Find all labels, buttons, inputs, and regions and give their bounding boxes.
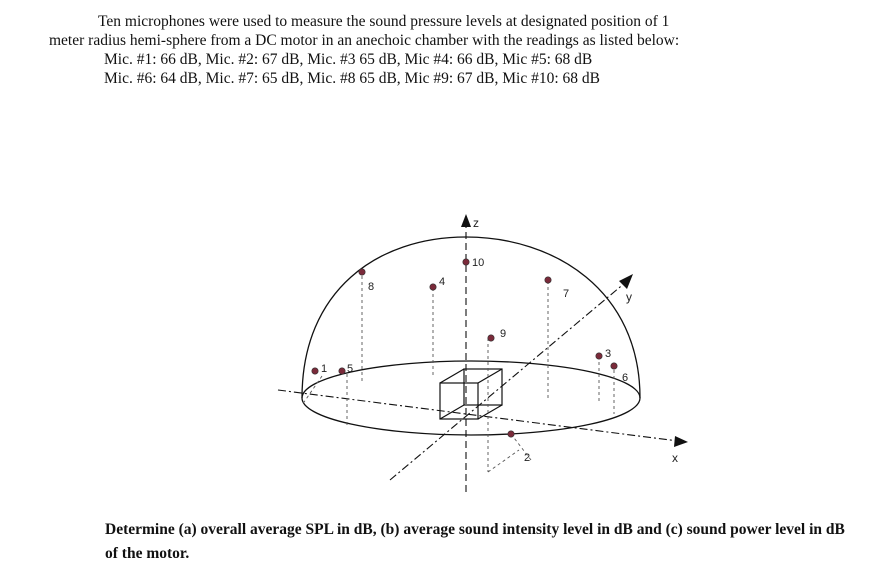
- z-axis-label: z: [473, 216, 479, 230]
- mic-7: [545, 277, 551, 283]
- mic-7-label: 7: [563, 288, 570, 300]
- mic-5: [339, 368, 345, 374]
- x-axis-label: x: [672, 451, 678, 465]
- readings-line-1: Mic. #1: 66 dB, Mic. #2: 67 dB, Mic. #3 65 dB, Mic #4: 66 dB, Mic #5: 68 dB: [104, 51, 593, 68]
- problem-line-2: meter radius hemi-sphere from a DC motor in an anechoic chamber with the readings as listed below:: [49, 32, 680, 49]
- mic-1: [312, 368, 318, 374]
- mic-4-label: 4: [439, 276, 446, 288]
- y-axis: [390, 282, 629, 480]
- mic-2: [508, 431, 514, 437]
- readings-line-2: Mic. #6: 64 dB, Mic. #7: 65 dB, Mic. #8 65 dB, Mic #9: 67 dB, Mic #10: 68 dB: [104, 70, 601, 87]
- mic-5-label: 5: [347, 363, 354, 375]
- y-axis-arrow: [619, 274, 633, 289]
- problem-line-1: Ten microphones were used to measure the sound pressure levels at designated position of 1: [98, 13, 670, 30]
- mic-6-label: 6: [622, 372, 629, 384]
- mic-6: [611, 363, 617, 369]
- z-axis-arrow: [461, 214, 471, 227]
- mic-3: [596, 353, 602, 359]
- x-axis-arrow: [674, 436, 688, 447]
- mic-10: [463, 259, 469, 265]
- mic-4: [430, 284, 436, 290]
- mic-2-label: 2: [524, 452, 531, 464]
- mic-8: [359, 269, 365, 275]
- mic-10-label: 10: [472, 257, 485, 269]
- mic-1-label: 1: [321, 363, 328, 375]
- mic-3-label: 3: [605, 348, 612, 360]
- question-text: Determine (a) overall average SPL in dB, (b) average sound intensity level in dB and (c) sound power level in dB of the motor.: [105, 521, 845, 562]
- mic-9-label: 9: [500, 328, 507, 340]
- mic-8-label: 8: [368, 281, 375, 293]
- y-axis-label: y: [626, 290, 632, 304]
- mic-9: [488, 335, 494, 341]
